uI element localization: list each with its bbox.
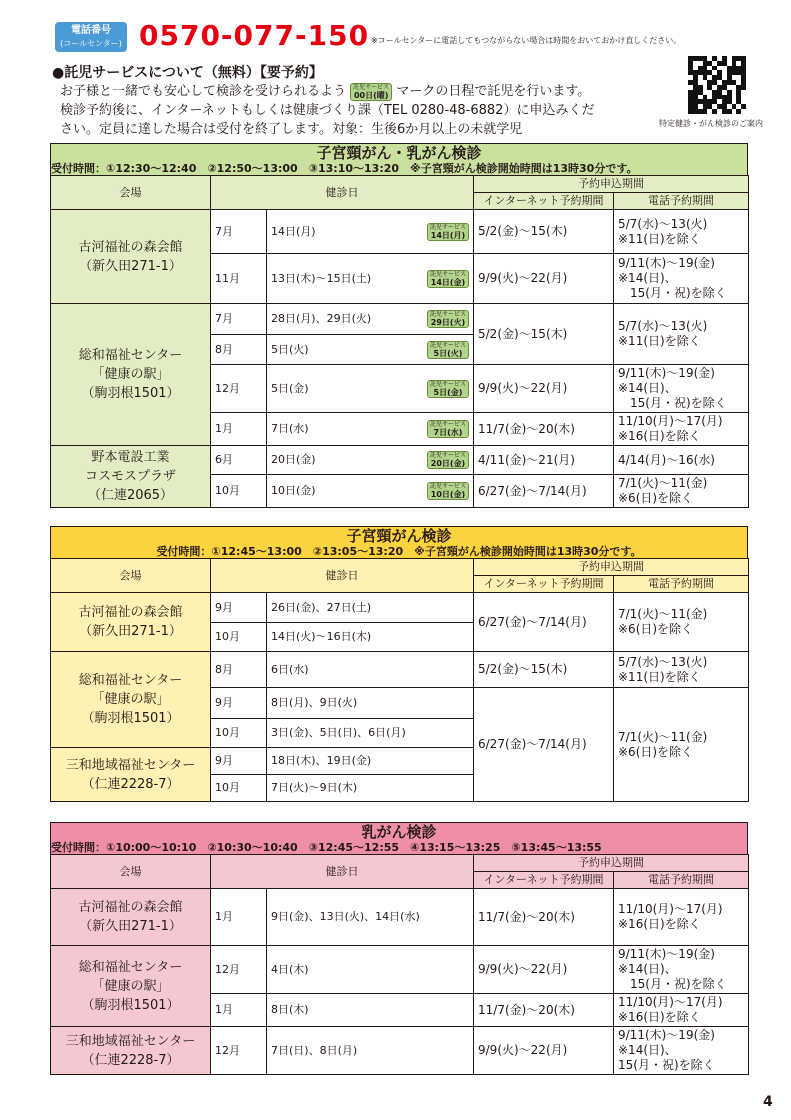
exam-dates-text: 7日(日)、8日(月) <box>271 1043 358 1057</box>
exam-dates <box>267 304 474 335</box>
col-tel: 電話予約期間 <box>614 872 749 889</box>
tel-period <box>614 994 749 1027</box>
exam-dates-text: 8日(木) <box>271 1003 309 1016</box>
exam-dates-text: 20日(金) <box>271 453 316 466</box>
tel-period <box>614 304 749 365</box>
tel-period-line: ※16(日)を除く <box>618 917 701 931</box>
table-header <box>50 526 748 558</box>
page-number: 4 <box>763 1094 773 1110</box>
tel-period <box>614 413 749 446</box>
mark-label: 託児サービス <box>429 380 466 388</box>
exam-dates <box>267 335 474 365</box>
tel-period-line: 11/10(月)～17(月) <box>618 414 723 428</box>
venue-line: 総和福祉センター <box>78 348 183 363</box>
internet-period: 11/7(金)～20(木) <box>474 994 614 1027</box>
exam-month: 10月 <box>211 475 267 508</box>
exam-month: 8月 <box>211 335 267 365</box>
venue-name <box>51 946 211 1027</box>
exam-dates <box>267 889 474 946</box>
exam-dates <box>267 413 474 446</box>
venue-name <box>51 889 211 946</box>
venue-line: （駒羽根1501） <box>81 997 180 1013</box>
reception-time: 受付時間：①12:45～13:00 ②13:05～13:20 ※子宮頸がん検診開始時間は13時30分です。 <box>156 545 642 558</box>
exam-dates <box>267 946 474 994</box>
exam-dates <box>267 719 474 748</box>
mark-date: 20日(金) <box>430 459 466 468</box>
venue-line: 三和地域福祉センター <box>65 1033 196 1049</box>
exam-dates <box>267 365 474 413</box>
venue-name <box>51 210 211 304</box>
exam-dates <box>267 775 474 802</box>
mark-label: 託児サービス <box>429 452 466 459</box>
venue-line: （仁連2228-7） <box>81 1052 180 1068</box>
col-tel: 電話予約期間 <box>614 576 749 593</box>
childcare-intro <box>60 82 685 139</box>
internet-period: 5/2(金)～15(木) <box>474 652 614 688</box>
tel-period <box>614 688 749 802</box>
tel-period-line: ※6(日)を除く <box>618 744 694 759</box>
exam-dates <box>267 593 474 623</box>
tel-period-line: 5/7(水)～13(火) <box>618 216 708 231</box>
exam-month: 12月 <box>211 946 267 994</box>
internet-period: 9/9(火)～22(月) <box>474 254 614 304</box>
internet-period: 9/9(火)～22(月) <box>474 1027 614 1075</box>
venue-line: （駒羽根1501） <box>81 386 180 401</box>
exam-dates <box>267 1027 474 1075</box>
internet-period: 5/2(金)～15(木) <box>474 210 614 254</box>
childcare-title: ●託児サービスについて（無料）【要予約】 <box>52 65 323 81</box>
venue-line: 「健康の駅」 <box>91 367 170 382</box>
mark-label: 託児サービス <box>429 341 466 349</box>
table-row <box>51 1027 749 1075</box>
intro-line3: さい。定員に達した場合は受付を終了します。対象：生後6か月以上の未就学児 <box>60 122 523 137</box>
tel-period <box>614 593 749 652</box>
col-internet: インターネット予約期間 <box>474 576 614 593</box>
exam-month: 7月 <box>211 304 267 335</box>
internet-period: 9/9(火)～22(月) <box>474 365 614 413</box>
tel-period <box>614 946 749 994</box>
tel-period-line: 9/11(木)～19(金) <box>618 947 715 961</box>
childcare-mark-sample <box>350 83 392 101</box>
internet-period: 9/9(火)～22(月) <box>474 946 614 994</box>
venue-line: （新久田271-1） <box>79 624 182 639</box>
childcare-mark <box>427 270 469 288</box>
exam-month: 1月 <box>211 413 267 446</box>
col-date: 健診日 <box>211 176 474 210</box>
exam-month: 10月 <box>211 623 267 652</box>
venue-line: 総和福祉センター <box>78 673 183 688</box>
tel-period-line: ※16(日)を除く <box>618 429 701 443</box>
venue-line: （仁連2065） <box>87 488 174 503</box>
childcare-mark <box>427 310 469 328</box>
exam-dates-text: 14日(火)～16日(木) <box>271 630 372 643</box>
contact-bar <box>55 20 755 54</box>
exam-dates <box>267 475 474 508</box>
mark-date: 14日(月) <box>430 230 466 240</box>
exam-month: 1月 <box>211 994 267 1027</box>
tel-period <box>614 365 749 413</box>
mark-label: 託児サービス <box>429 270 466 278</box>
table-row <box>51 652 749 688</box>
col-date: 健診日 <box>211 559 474 593</box>
exam-dates-text: 14日(月) <box>271 224 316 238</box>
tel-period-line: 11/10(月)～17(月) <box>618 902 723 916</box>
exam-month: 12月 <box>211 365 267 413</box>
tel-period <box>614 889 749 946</box>
tel-period-line: 15(月・祝)を除く <box>618 396 727 410</box>
table-row <box>51 593 749 623</box>
col-tel: 電話予約期間 <box>614 193 749 210</box>
tel-period-line: 9/11(木)～19(金) <box>618 256 715 270</box>
mark-date: 7日(水) <box>433 428 463 437</box>
col-internet: インターネット予約期間 <box>474 872 614 889</box>
exam-dates-text: 7日(水) <box>271 422 309 435</box>
exam-dates-text: 10日(金) <box>271 484 316 497</box>
mark-label: 託児サービス <box>429 311 466 318</box>
col-apply: 予約申込期間 <box>474 176 749 193</box>
exam-dates-text: 28日(月)、29日(火) <box>271 312 372 325</box>
table-header <box>50 822 748 854</box>
tel-period-line: 5/7(水)～13(火) <box>618 319 708 333</box>
phone-note: ※コールセンターに電話してもつながらない場合は時間をおいておかけ直しください。 <box>371 36 682 45</box>
table-row <box>51 946 749 994</box>
tel-period-line: 15(月・祝)を除く <box>618 1058 715 1072</box>
tel-period-line: ※14(日)、 <box>618 271 677 285</box>
col-internet: インターネット予約期間 <box>474 193 614 210</box>
reception-time: 受付時間：①10:00～10:10 ②10:30～10:40 ③12:45～12:55 ④13:15～13:25 ⑤13:45～13:55 <box>51 841 602 854</box>
venue-name <box>51 652 211 748</box>
table-row <box>51 446 749 475</box>
internet-period: 6/27(金)～7/14(月) <box>474 593 614 652</box>
venue-name <box>51 1027 211 1075</box>
exam-month: 7月 <box>211 210 267 254</box>
tel-period-line: 4/14(月)～16(水) <box>618 452 715 467</box>
schedule-table <box>50 175 749 508</box>
exam-dates-text: 5日(金) <box>271 381 309 395</box>
schedule-table <box>50 854 749 1075</box>
table-title: 子宮頸がん検診 <box>346 527 452 545</box>
tel-period-line: ※14(日)、 <box>618 1043 677 1057</box>
venue-line: 三和地域福祉センター <box>65 757 196 773</box>
tel-period-line: 9/11(木)～19(金) <box>618 366 715 380</box>
col-apply: 予約申込期間 <box>474 855 749 872</box>
exam-dates-text: 4日(木) <box>271 962 309 976</box>
col-date: 健診日 <box>211 855 474 889</box>
col-venue: 会場 <box>51 855 211 889</box>
mark-top: 託児サービス <box>353 83 390 91</box>
exam-month: 9月 <box>211 593 267 623</box>
mark-date: 5日(金) <box>433 387 463 397</box>
qr-code[interactable] <box>688 56 746 114</box>
exam-month: 12月 <box>211 1027 267 1075</box>
table-cervical-breast <box>50 143 748 508</box>
mark-label: 託児サービス <box>429 483 466 490</box>
venue-line: コスモスプラザ <box>84 469 176 484</box>
venue-name <box>51 304 211 446</box>
venue-line: （駒羽根1501） <box>81 711 180 726</box>
exam-month: 9月 <box>211 748 267 775</box>
exam-dates <box>267 446 474 475</box>
table-title: 乳がん検診 <box>361 823 437 841</box>
tel-period-line: ※6(日)を除く <box>618 622 694 636</box>
phone-badge-label: 電話番号 <box>71 25 111 36</box>
tel-period <box>614 1027 749 1075</box>
exam-month: 10月 <box>211 775 267 802</box>
internet-period: 4/11(金)～21(月) <box>474 446 614 475</box>
exam-dates <box>267 748 474 775</box>
childcare-mark <box>427 380 469 398</box>
intro-line2: 検診予約後に、インターネットもしくは健康づくり課（TEL 0280-48-6882）に申込みくだ <box>60 103 595 118</box>
col-apply: 予約申込期間 <box>474 559 749 576</box>
tel-period-line: ※11(日)を除く <box>618 231 701 246</box>
exam-dates <box>267 210 474 254</box>
venue-line: 古河福祉の森会館 <box>78 605 183 620</box>
table-cervical <box>50 526 748 802</box>
exam-dates-text: 8日(月)、9日(火) <box>271 696 358 709</box>
exam-month: 10月 <box>211 719 267 748</box>
tel-period-line: ※11(日)を除く <box>618 669 701 684</box>
exam-dates-text: 13日(木)～15日(土) <box>271 271 372 285</box>
childcare-mark <box>427 341 469 359</box>
exam-dates-text: 7日(火)～9日(木) <box>271 781 358 794</box>
tel-period-line: 15(月・祝)を除く <box>618 977 727 991</box>
exam-dates <box>267 254 474 304</box>
mark-date: 00日(曜) <box>353 90 389 100</box>
tel-period-line: 15(月・祝)を除く <box>618 286 727 300</box>
tel-period-line: 11/10(月)～17(月) <box>618 995 723 1009</box>
childcare-mark <box>427 451 469 469</box>
exam-dates-text: 9日(金)、13日(火)、14日(水) <box>271 910 420 923</box>
mark-label: 託児サービス <box>429 421 466 428</box>
exam-month: 1月 <box>211 889 267 946</box>
exam-month: 8月 <box>211 652 267 688</box>
childcare-mark <box>427 420 469 438</box>
table-title: 子宮頸がん・乳がん検診 <box>316 144 482 162</box>
childcare-mark <box>427 223 469 241</box>
venue-line: （新久田271-1） <box>79 258 182 274</box>
tel-period-line: ※16(日)を除く <box>618 1010 701 1024</box>
exam-month: 11月 <box>211 254 267 304</box>
venue-line: 野本電設工業 <box>91 450 170 465</box>
tel-period-line: 5/7(水)～13(火) <box>618 654 708 669</box>
mark-date: 29日(火) <box>430 318 466 327</box>
col-venue: 会場 <box>51 176 211 210</box>
tel-period <box>614 210 749 254</box>
tel-period-line: ※11(日)を除く <box>618 334 701 348</box>
exam-dates <box>267 623 474 652</box>
internet-period: 6/27(金)～7/14(月) <box>474 688 614 802</box>
tel-period-line: 7/1(火)～11(金) <box>618 476 708 490</box>
exam-dates <box>267 994 474 1027</box>
tel-period <box>614 446 749 475</box>
mark-date: 14日(金) <box>430 277 466 287</box>
schedule-table <box>50 558 749 802</box>
reception-time: 受付時間：①12:30～12:40 ②12:50～13:00 ③13:10～13:20 ※子宮頸がん検診開始時間は13時30分です。 <box>51 162 638 175</box>
mark-label: 託児サービス <box>429 223 466 231</box>
tel-period-line: 7/1(火)～11(金) <box>618 729 708 744</box>
childcare-mark <box>427 482 469 500</box>
mark-date: 5日(火) <box>433 348 463 358</box>
exam-dates-text: 26日(金)、27日(土) <box>271 600 372 614</box>
tel-period <box>614 254 749 304</box>
phone-number[interactable]: 0570-077-150 <box>139 19 370 52</box>
exam-dates-text: 6日(水) <box>271 662 309 676</box>
table-row <box>51 210 749 254</box>
venue-line: 「健康の駅」 <box>91 692 170 707</box>
phone-badge-sub: (コールセンター) <box>60 39 122 48</box>
internet-period: 5/2(金)～15(木) <box>474 304 614 365</box>
table-breast <box>50 822 748 1075</box>
venue-line: 古河福祉の森会館 <box>78 239 183 255</box>
intro-line1a: お子様と一緒でも安心して検診を受けられるよう <box>60 84 347 99</box>
phone-badge <box>55 22 127 52</box>
tel-period <box>614 652 749 688</box>
venue-name <box>51 593 211 652</box>
col-venue: 会場 <box>51 559 211 593</box>
exam-dates-text: 3日(金)、5日(日)、6日(月) <box>271 726 406 739</box>
exam-dates <box>267 688 474 719</box>
exam-dates-text: 18日(木)、19日(金) <box>271 754 372 767</box>
exam-dates <box>267 652 474 688</box>
tel-period-line: ※6(日)を除く <box>618 491 694 505</box>
tel-period-line: 9/11(木)～19(金) <box>618 1028 715 1042</box>
table-row <box>51 304 749 335</box>
venue-line: 「健康の駅」 <box>91 978 170 994</box>
qr-caption: 特定健診・がん検診のご案内 <box>659 119 763 128</box>
table-row <box>51 889 749 946</box>
tel-period-line: ※14(日)、 <box>618 962 677 976</box>
venue-line: 総和福祉センター <box>78 959 183 975</box>
venue-name <box>51 446 211 508</box>
internet-period: 6/27(金)～7/14(月) <box>474 475 614 508</box>
venue-line: 古河福祉の森会館 <box>78 900 183 915</box>
table-header <box>50 143 748 175</box>
tel-period <box>614 475 749 508</box>
mark-date: 10日(金) <box>430 490 466 499</box>
exam-month: 9月 <box>211 688 267 719</box>
exam-month: 6月 <box>211 446 267 475</box>
tel-period-line: 7/1(火)～11(金) <box>618 607 708 621</box>
internet-period: 11/7(金)～20(木) <box>474 889 614 946</box>
internet-period: 11/7(金)～20(木) <box>474 413 614 446</box>
venue-line: （仁連2228-7） <box>81 776 180 792</box>
venue-line: （新久田271-1） <box>79 919 182 934</box>
venue-name <box>51 748 211 802</box>
tel-period-line: ※14(日)、 <box>618 381 677 395</box>
exam-dates-text: 5日(火) <box>271 342 309 356</box>
intro-line1b: マークの日程で託児を行います。 <box>396 84 591 99</box>
